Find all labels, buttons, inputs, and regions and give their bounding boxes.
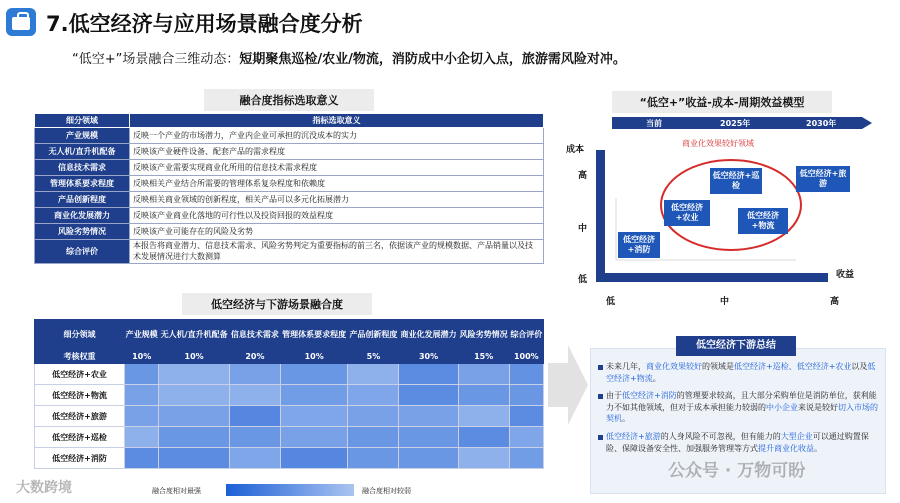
weight-value: 10% [280, 350, 348, 364]
summary-text: 。 [622, 414, 630, 424]
indicator-meaning: 反映相关产业结合所需要的管理体系复杂程度和依赖度 [130, 176, 544, 192]
fusion-row [35, 364, 544, 385]
subtitle-emphasis: 短期聚焦巡检/农业/物流，消防成中小企切入点，旅游需风险对冲。 [239, 52, 626, 67]
fusion-cell [229, 427, 280, 448]
fusion-cell [159, 427, 230, 448]
bubble-fire: 低空经济+消防 [618, 232, 660, 258]
indicator-meaning: 反映该产业需要实现商业化所用的信息技术需求程度 [130, 160, 544, 176]
indicator-meaning: 本报告将商业潜力、信息技术需求、风险劣势判定为重要指标的前三名，依据该产业的规模数据、产品销量以及技术发展情况进行大数测算 [130, 240, 544, 264]
watermark-left: 大数跨境 [16, 480, 72, 496]
bubble-logistics: 低空经济+物流 [738, 208, 788, 234]
indicator-section-title: 融合度指标选取意义 [204, 89, 374, 111]
bubble-tourism: 低空经济+旅游 [796, 166, 850, 192]
summary-text: 。 [814, 443, 822, 453]
summary-highlight: 中小企业 [766, 402, 798, 412]
weight-label: 考核权重 [35, 350, 125, 364]
indicator-header-meaning: 指标选取意义 [130, 114, 544, 128]
weight-value: 15% [458, 350, 509, 364]
indicator-row [35, 128, 544, 144]
fusion-row-label: 低空经济+巡检 [35, 427, 125, 448]
summary-highlight: 提升商业化收益 [758, 443, 814, 453]
fusion-cell [458, 448, 509, 469]
fusion-cell [229, 385, 280, 406]
indicator-row [35, 192, 544, 208]
summary-title: 低空经济下游总结 [676, 336, 796, 356]
summary-item [598, 431, 878, 454]
fusion-cell [509, 364, 543, 385]
fusion-header: 细分领域 [35, 320, 125, 350]
page-title: 7.低空经济与应用场景融合度分析 [46, 12, 363, 36]
fusion-gradient-legend [226, 484, 354, 496]
weight-value: 30% [399, 350, 458, 364]
y-axis-label: 成本 [566, 145, 585, 155]
fusion-cell [458, 406, 509, 427]
fusion-header: 风险劣势情况 [458, 320, 509, 350]
fusion-cell [348, 427, 399, 448]
weight-value: 10% [159, 350, 230, 364]
fusion-cell [125, 364, 159, 385]
fusion-cell [348, 448, 399, 469]
indicator-field: 产业规模 [35, 128, 130, 144]
indicator-field: 商业化发展潜力 [35, 208, 130, 224]
indicator-row [35, 208, 544, 224]
fusion-table [34, 319, 544, 469]
fusion-header: 综合评价 [509, 320, 543, 350]
weight-value: 100% [509, 350, 543, 364]
fusion-cell [509, 385, 543, 406]
bubble-inspection: 低空经济+巡检 [710, 168, 762, 194]
indicator-field: 信息技术需求 [35, 160, 130, 176]
fusion-cell [399, 427, 458, 448]
indicator-table [34, 113, 544, 264]
indicator-meaning: 反映该产业商业化落地的可行性以及投资回报的效益程度 [130, 208, 544, 224]
logo-icon [6, 8, 36, 36]
subtitle-prefix: “低空+”场景融合三维动态： [72, 52, 240, 67]
model-title: “低空+”收益-成本-周期效益模型 [612, 91, 832, 113]
summary-text: 的人身风险不可忽视，但有能力的 [660, 432, 781, 441]
indicator-field: 无人机/直升机配备 [35, 144, 130, 160]
indicator-row [35, 240, 544, 264]
fusion-row [35, 427, 544, 448]
indicator-row [35, 160, 544, 176]
fusion-cell [280, 364, 348, 385]
indicator-meaning: 反映该产业可能存在的风险及劣势 [130, 224, 544, 240]
fusion-cell [280, 427, 348, 448]
x-tick-low: 低 [606, 297, 616, 307]
indicator-field: 综合评价 [35, 240, 130, 264]
fusion-cell [125, 448, 159, 469]
fusion-header: 商业化发展潜力 [399, 320, 458, 350]
legend-weak-label: 融合度相对较弱 [362, 487, 411, 495]
summary-highlight: 低空经济+旅游 [606, 432, 661, 441]
summary-text: 。 [652, 373, 661, 383]
weight-value: 20% [229, 350, 280, 364]
weight-value: 5% [348, 350, 399, 364]
timeline-2025: 2025年 [720, 119, 751, 128]
summary-highlight: 大型企业 [780, 432, 813, 441]
fusion-cell [509, 406, 543, 427]
fusion-cell [125, 385, 159, 406]
fusion-cell [458, 427, 509, 448]
summary-text: 的领域是 [702, 362, 734, 371]
fusion-cell [399, 385, 458, 406]
fusion-cell [458, 364, 509, 385]
summary-text: 可以通过购置保险、保障设备安全性、加强服务管理等方式 [606, 432, 869, 453]
fusion-row-label: 低空经济+物流 [35, 385, 125, 406]
fusion-header: 信息技术需求 [229, 320, 280, 350]
summary-text: 未来几年， [606, 362, 646, 371]
fusion-cell [280, 385, 348, 406]
fusion-section-title: 低空经济与下游场景融合度 [182, 293, 372, 315]
summary-item [598, 361, 878, 384]
summary-item [598, 390, 878, 425]
summary-highlight: 低空经济+物流 [606, 362, 876, 383]
fusion-row [35, 406, 544, 427]
summary-highlight: 切入市场的契机 [606, 402, 878, 424]
indicator-field: 管理体系要求程度 [35, 176, 130, 192]
x-tick-mid: 中 [720, 297, 730, 307]
summary-text: 由于 [606, 391, 622, 400]
indicator-meaning: 反映该产业硬件设备、配套产品的需求程度 [130, 144, 544, 160]
circle-label: 商业化效果较好领域 [682, 139, 754, 148]
fusion-cell [125, 427, 159, 448]
bubble-agriculture: 低空经济+农业 [664, 200, 710, 226]
fusion-cell [229, 448, 280, 469]
indicator-field: 产品创新程度 [35, 192, 130, 208]
fusion-cell [280, 406, 348, 427]
indicator-header-field: 细分领域 [35, 114, 130, 128]
fusion-cell [125, 406, 159, 427]
timeline-2030: 2030年 [806, 119, 837, 128]
x-axis-label: 收益 [836, 270, 855, 280]
fusion-cell [509, 427, 543, 448]
watermark-right: 公众号 · 万物可盼 [668, 461, 806, 481]
fusion-row-label: 低空经济+旅游 [35, 406, 125, 427]
indicator-row [35, 144, 544, 160]
fusion-cell [229, 364, 280, 385]
summary-highlight: 低空经济+巡检、低空经济+农业 [734, 362, 852, 371]
indicator-meaning: 反映一个产业的市场潜力，产业内企业可承担的沉没成本的实力 [130, 128, 544, 144]
legend-strong-label: 融合度相对最强 [152, 487, 201, 495]
page-subtitle [72, 48, 626, 67]
fusion-cell [159, 364, 230, 385]
fusion-cell [348, 364, 399, 385]
x-tick-high: 高 [830, 297, 840, 307]
fusion-cell [159, 385, 230, 406]
timeline-current: 当前 [646, 119, 662, 128]
fusion-cell [348, 406, 399, 427]
y-tick-high: 高 [578, 171, 588, 181]
fusion-row-label: 低空经济+农业 [35, 364, 125, 385]
fusion-header: 无人机/直升机配备 [159, 320, 230, 350]
y-tick-mid: 中 [578, 224, 588, 234]
indicator-field: 风险劣势情况 [35, 224, 130, 240]
fusion-cell [159, 448, 230, 469]
fusion-cell [458, 385, 509, 406]
fusion-cell [280, 448, 348, 469]
y-tick-low: 低 [578, 275, 588, 285]
fusion-row [35, 448, 544, 469]
fusion-header: 管理体系要求程度 [280, 320, 348, 350]
summary-text: 的管理要求较高，且大部分采购单位是消防单位，获利能力不如其他领域，但对于成本承担能力较弱的 [606, 391, 877, 412]
fusion-row [35, 385, 544, 406]
fusion-cell [159, 406, 230, 427]
right-arrow-icon [548, 345, 588, 425]
weight-value: 10% [125, 350, 159, 364]
fusion-row-label: 低空经济+消防 [35, 448, 125, 469]
summary-highlight: 商业化效果较好 [646, 362, 702, 371]
fusion-cell [399, 406, 458, 427]
fusion-cell [348, 385, 399, 406]
fusion-cell [399, 364, 458, 385]
summary-text: 以及 [851, 362, 868, 371]
fusion-cell [509, 448, 543, 469]
summary-highlight: 低空经济+消防 [622, 391, 677, 400]
indicator-row [35, 224, 544, 240]
fusion-header: 产业规模 [125, 320, 159, 350]
fusion-cell [229, 406, 280, 427]
model-axes [596, 128, 866, 288]
indicator-row [35, 176, 544, 192]
fusion-header: 产品创新程度 [348, 320, 399, 350]
indicator-meaning: 反映相关商业领域的创新程度，相关产品可以多元化拓展潜力 [130, 192, 544, 208]
summary-text: 来说是较好 [798, 402, 838, 412]
fusion-cell [399, 448, 458, 469]
